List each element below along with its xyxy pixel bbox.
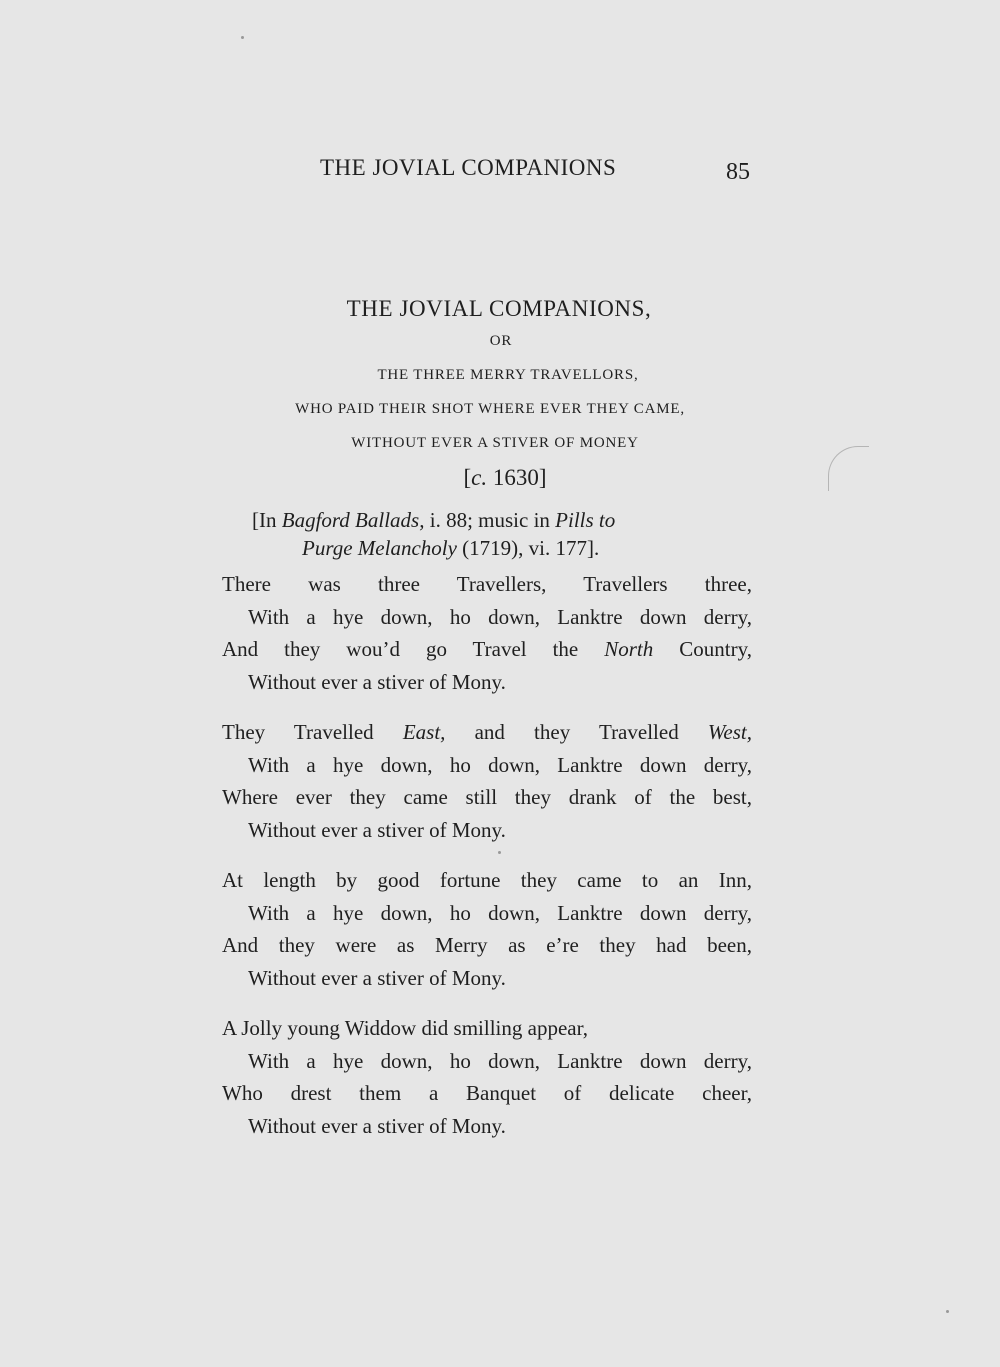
source-title: Bagford Ballads, (281, 508, 425, 532)
poem-heading (220, 292, 760, 496)
verse-line: And they were as Merry as e’re they had been, (222, 933, 752, 957)
refrain-line: Without ever a stiver of Mony. (248, 669, 506, 694)
poem-alt-title-or: OR (489, 333, 513, 349)
page-number: 85 (726, 159, 750, 185)
verse-line: They Travelled East, and they Travelled West, (222, 720, 753, 744)
stanza (222, 1012, 752, 1142)
source-note: [In Bagford Ballads, i. 88; music in Pills to Purge Melancholy (1719), vi. 177]. (252, 508, 616, 560)
refrain-line: With a hye down, ho down, Lanktre down derry, (248, 604, 752, 629)
poem-date: [c. 1630] (463, 465, 547, 490)
verse-line: Who drest them a Banquet of delicate cheer, (222, 1081, 752, 1105)
running-head (320, 155, 750, 189)
refrain-line: Without ever a stiver of Mony. (248, 965, 506, 990)
verse-line: There was three Travellers, Travellers three, (222, 572, 752, 596)
refrain-line: With a hye down, ho down, Lanktre down derry, (248, 752, 752, 777)
stanza (222, 716, 752, 846)
refrain-line: With a hye down, ho down, Lanktre down derry, (248, 900, 752, 925)
poem-subtitle-continued: WITHOUT EVER A STIVER OF MONEY (351, 435, 639, 451)
paper-speck (241, 36, 244, 39)
stanza (222, 568, 752, 698)
verse-line: A Jolly young Widdow did smilling appear, (222, 1016, 588, 1040)
poem-subtitle: WHO PAID THEIR SHOT WHERE EVER THEY CAME, (295, 401, 685, 417)
refrain-line: Without ever a stiver of Mony. (248, 817, 506, 842)
poem-alt-title: THE THREE MERRY TRAVELLORS, (377, 367, 639, 383)
verse-line: And they wou’d go Travel the North Country, (222, 637, 752, 661)
poem-title: THE JOVIAL COMPANIONS, (346, 296, 652, 321)
stanza (222, 864, 752, 994)
paper-speck (498, 851, 501, 854)
refrain-line: With a hye down, ho down, Lanktre down derry, (248, 1048, 752, 1073)
refrain-line: Without ever a stiver of Mony. (248, 1113, 506, 1138)
running-title: THE JOVIAL COMPANIONS (320, 155, 617, 180)
paper-mark (828, 446, 869, 491)
music-source-title-continued: Purge Melancholy (302, 536, 457, 560)
verse-line: Where ever they came still they drank of the best, (222, 785, 752, 809)
poem-body (222, 568, 752, 1160)
music-source-title: Pills to (555, 508, 616, 532)
paper-speck (946, 1310, 949, 1313)
verse-line: At length by good fortune they came to an Inn, (222, 868, 752, 892)
